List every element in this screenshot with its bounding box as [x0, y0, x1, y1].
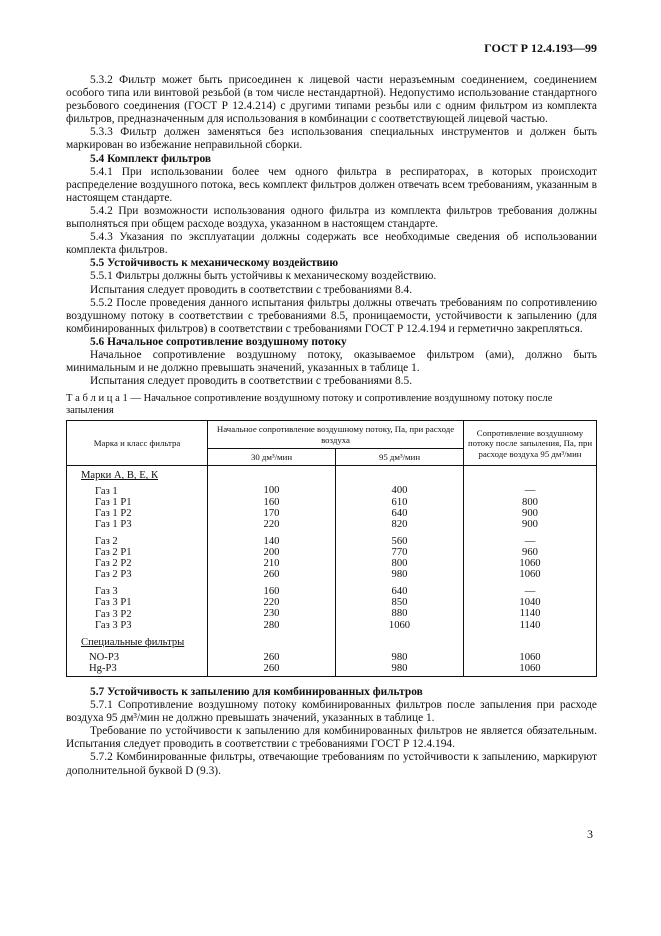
document-body — [66, 74, 597, 778]
paragraph: Начальное сопротивление воздушному потоку, оказываемое фильтром (ами), должно быть минимальным и не должно превышать значений, указанных в таблице 1. — [66, 348, 597, 375]
group-label: Специальные фильтры — [81, 636, 185, 648]
value-cell: 900 — [522, 507, 538, 519]
header-after-dust: Сопротивление воздушному потоку после запыления, Па, при расходе воздуха 95 дм³/мин — [464, 421, 597, 466]
value-cell: 260 — [263, 651, 280, 663]
value-cell: 220 — [263, 518, 280, 530]
value-cell: 850 — [391, 597, 408, 609]
value-cell: 220 — [263, 597, 280, 609]
filter-mark-cell: Газ 1 Р3 — [95, 518, 132, 530]
value-cell: 160 — [263, 586, 280, 598]
filter-mark-cell: Газ 1 Р1 — [95, 496, 132, 508]
header-filter-mark: Марка и класс фильтра — [67, 421, 208, 466]
filter-mark-cell: NO-Р3 — [89, 651, 120, 663]
value-cell: 170 — [263, 507, 280, 519]
text-section-top — [66, 74, 597, 388]
filter-mark-list — [67, 486, 207, 631]
page-number: 3 — [587, 827, 593, 841]
filter-mark-cell: Газ 3 Р3 — [95, 619, 132, 631]
value-cell: 770 — [391, 546, 408, 558]
flow-95-column — [336, 466, 464, 677]
value-cell: — — [524, 485, 536, 497]
filter-mark-cell: Газ 3 Р1 — [95, 597, 132, 609]
value-cell: 820 — [391, 518, 408, 530]
value-cell: 1060 — [519, 651, 541, 663]
section-heading: 5.5 Устойчивость к механическому воздействию — [90, 257, 339, 270]
paragraph: 5.3.2 Фильтр может быть присоединен к лицевой части неразъемным соединением, соединением особого типа или винтовой резьбой (в том числе нестандартной). Недопустимо использование стандартного резьбового соединения (ГОСТ Р 12.4.214) с другими типами резьбы или с одним фильтром из комплекта фильтров, предназначенным для использования в комбинации с соответствующей лицевой частью. — [66, 74, 597, 126]
value-cell: 260 — [263, 662, 280, 674]
paragraph: 5.3.3 Фильтр должен заменяться без использования специальных инструментов и должен быть маркирован во избежание неправильной сборки. — [66, 126, 597, 152]
filter-mark-cell: Газ 2 — [95, 535, 118, 547]
value-cell: 980 — [391, 662, 408, 674]
header-flow-30: 30 дм³/мин — [208, 449, 336, 466]
value-cell: 210 — [263, 558, 280, 570]
filter-mark-cell: Газ 2 Р3 — [95, 569, 132, 581]
header-flow-95: 95 дм³/мин — [336, 449, 464, 466]
value-cell: 1060 — [519, 569, 541, 581]
filter-mark-cell: Газ 2 Р1 — [95, 547, 132, 559]
value-cell: 400 — [391, 485, 408, 497]
value-cell: 880 — [391, 608, 408, 620]
table-caption — [66, 393, 597, 417]
paragraph: 5.7.1 Сопротивление воздушному потоку комбинированных фильтров после запыления при расходе воздуха 95 дм³/мин не должно превышать значений, указанных в таблице 1. — [66, 699, 597, 725]
paragraph: 5.4.3 Указания по эксплуатации должны содержать все необходимые сведения об использовании комплекта фильтров. — [66, 231, 597, 257]
value-cell: 1040 — [519, 597, 541, 609]
table-caption-text: 1 — Начальное сопротивление воздушному потоку и сопротивление воздушному потоку после запыления — [66, 393, 553, 417]
flow-30-column — [208, 466, 336, 677]
value-cell: 1140 — [519, 608, 541, 620]
value-cell: 960 — [522, 546, 538, 558]
section-heading: 5.4 Комплект фильтров — [90, 152, 212, 165]
paragraph: 5.5.1 Фильтры должны быть устойчивы к механическому воздействию. — [90, 270, 437, 283]
value-cell: 980 — [391, 569, 408, 581]
special-filter-list — [67, 652, 207, 674]
paragraph: Требование по устойчивости к запылению для комбинированных фильтров не является обязательным. Испытания следует проводить в соответствии с требованиями ГОСТ Р 12.4.194. — [66, 725, 597, 751]
header-initial-resistance: Начальное сопротивление воздушному потоку, Па, при расходе воздуха — [208, 421, 464, 449]
value-cell: 280 — [263, 619, 280, 631]
filter-mark-cell: Газ 3 Р2 — [95, 608, 132, 620]
paragraph: 5.4.2 При возможности использования одного фильтра из комплекта фильтров требования должны выполняться при общем расходе воздуха, указанном в настоящем стандарте. — [66, 204, 597, 231]
after-dust-column — [464, 466, 597, 677]
section-heading: 5.6 Начальное сопротивление воздушному потоку — [90, 335, 347, 348]
value-cell: 560 — [391, 535, 408, 547]
value-cell: 160 — [263, 496, 280, 508]
section-heading: 5.7 Устойчивость к запылению для комбинированных фильтров — [90, 685, 423, 698]
group-label: Марки А, В, Е, К — [81, 470, 159, 482]
table-caption-prefix: Т а б л и ц а — [66, 393, 120, 405]
value-cell: 100 — [263, 485, 280, 497]
paragraph: Испытания следует проводить в соответствии с требованиями 8.5. — [90, 375, 413, 388]
value-cell: 200 — [263, 546, 280, 558]
value-cell: 1060 — [388, 619, 411, 631]
value-cell: 980 — [391, 651, 408, 663]
filter-mark-column — [67, 466, 208, 677]
value-cell: 140 — [263, 535, 280, 547]
value-cell: 230 — [263, 608, 280, 620]
value-cell: 1140 — [519, 619, 541, 631]
value-cell: 640 — [391, 586, 408, 598]
filter-mark-cell: Газ 1 — [95, 485, 118, 497]
value-cell: 640 — [391, 507, 408, 519]
value-cell: 1060 — [519, 558, 541, 570]
text-section-bottom — [66, 686, 597, 778]
value-cell: 800 — [391, 558, 408, 570]
value-cell: 1060 — [519, 662, 541, 674]
paragraph: 5.4.1 При использовании более чем одного фильтра в респираторах, в которых происходит распределение воздушного потока, весь комплект фильтров должен отвечать всем требованиям, указанным в настоящем стандарте. — [66, 165, 597, 204]
paragraph: 5.7.2 Комбинированные фильтры, отвечающие требованиям по устойчивости к запылению, маркируют дополнительной буквой D (9.3). — [66, 751, 597, 777]
value-cell: 610 — [391, 496, 408, 508]
paragraph: 5.5.2 После проведения данного испытания фильтры должны отвечать требованиям по сопротивлению воздушному потоку в соответствии с требованиями 8.5, проницаемости, устойчивости к запылению (для комбинированных фильтров) в соответствии с требованиями ГОСТ Р 12.4.194 и герметично закрепляться. — [66, 296, 597, 335]
paragraph: Испытания следует проводить в соответствии с требованиями 8.4. — [90, 283, 413, 296]
filter-mark-cell: Газ 1 Р2 — [95, 507, 132, 519]
filter-mark-cell: Hg-Р3 — [89, 662, 117, 674]
filter-mark-cell: Газ 2 Р2 — [95, 558, 132, 570]
value-cell: 260 — [263, 569, 280, 581]
value-cell: — — [524, 535, 536, 547]
document-header: ГОСТ Р 12.4.193—99 — [484, 41, 597, 55]
value-cell: 800 — [522, 496, 538, 508]
value-cell: — — [524, 586, 536, 598]
resistance-table — [66, 420, 597, 677]
filter-mark-cell: Газ 3 — [95, 586, 118, 598]
value-cell: 900 — [522, 518, 538, 530]
